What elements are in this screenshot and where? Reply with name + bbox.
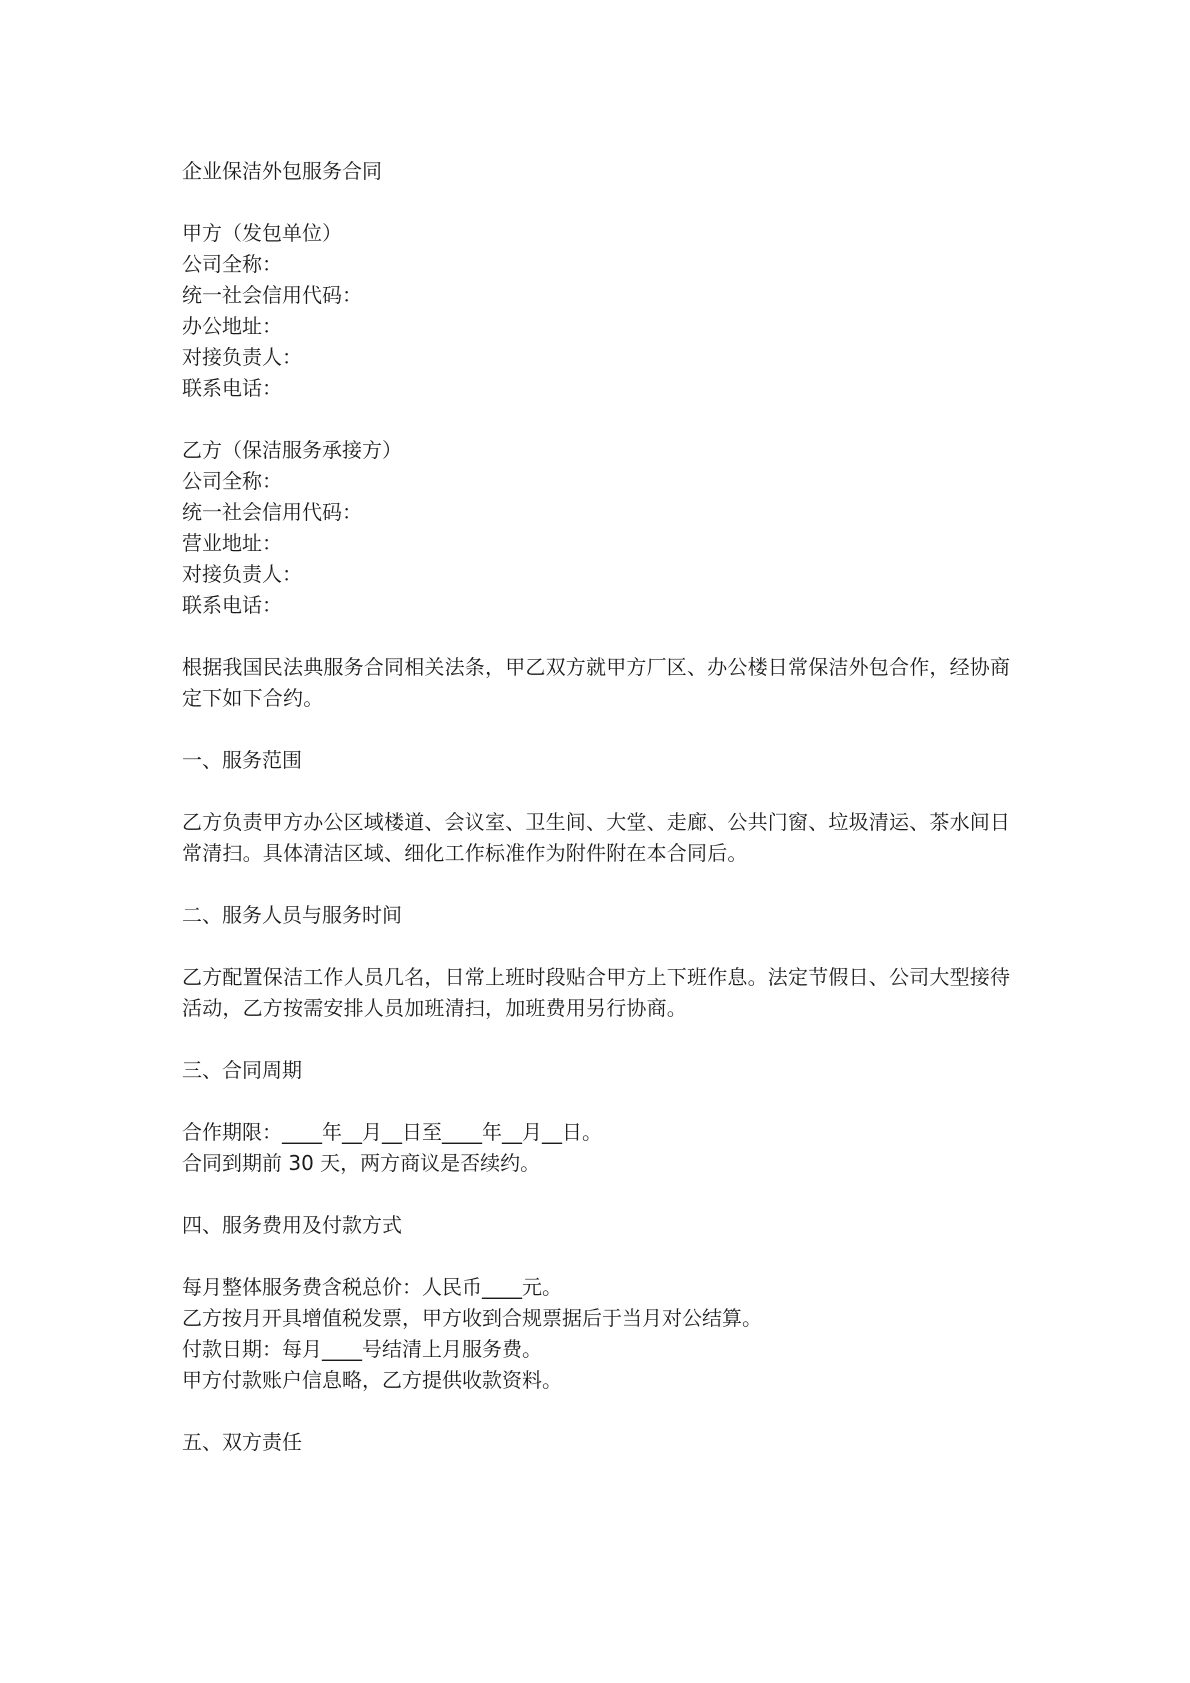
spacer [182,404,1022,435]
spacer [182,931,1022,962]
contract-document [182,156,1022,1458]
party-a-company-name: 公司全称： [182,252,282,276]
spacer [182,1179,1022,1210]
spacer [182,621,1022,652]
party-b-phone: 联系电话： [182,593,282,617]
document-title: 企业保洁外包服务合同 [182,159,382,183]
spacer [182,869,1022,900]
section-paragraph: 乙方负责甲方办公区域楼道、会议室、卫生间、大堂、走廊、公共门窗、垃圾清运、茶水间日常清扫。具体清洁区域、细化工作标准作为附件附在本合同后。 [182,810,1011,865]
section-paragraph: 乙方配置保洁工作人员几名，日常上班时段贴合甲方上下班作息。法定节假日、公司大型接待活动，乙方按需安排人员加班清扫，加班费用另行协商。 [182,965,1011,1020]
party-a-address: 办公地址： [182,314,282,338]
party-a-block [182,218,1022,404]
party-b-block [182,435,1022,621]
invoice-line: 乙方按月开具增值税发票，甲方收到合规票据后于当月对公结算。 [182,1306,762,1330]
party-a-heading: 甲方（发包单位） [182,221,342,245]
spacer [182,1396,1022,1427]
spacer [182,776,1022,807]
party-b-company-name: 公司全称： [182,469,282,493]
party-b-address: 营业地址： [182,531,282,555]
spacer [182,1086,1022,1117]
spacer [182,187,1022,218]
party-b-heading: 乙方（保洁服务承接方） [182,438,402,462]
payment-date-line: 付款日期：每月____号结清上月服务费。 [182,1337,542,1361]
party-b-contact: 对接负责人： [182,562,302,586]
renewal-line: 合同到期前 30 天，两方商议是否续约。 [182,1151,541,1175]
account-line: 甲方付款账户信息略，乙方提供收款资料。 [182,1368,562,1392]
section-heading: 五、双方责任 [182,1430,302,1454]
party-a-contact: 对接负责人： [182,345,302,369]
section-heading: 二、服务人员与服务时间 [182,903,402,927]
party-a-credit-code: 统一社会信用代码： [182,283,362,307]
spacer [182,1241,1022,1272]
spacer [182,714,1022,745]
fee-line: 每月整体服务费含税总价：人民币____元。 [182,1275,562,1299]
party-a-phone: 联系电话： [182,376,282,400]
party-b-credit-code: 统一社会信用代码： [182,500,362,524]
section-heading: 四、服务费用及付款方式 [182,1213,402,1237]
section-heading: 一、服务范围 [182,748,302,772]
section-heading: 三、合同周期 [182,1058,302,1082]
spacer [182,1024,1022,1055]
contract-term-line: 合作期限：____年__月__日至____年__月__日。 [182,1120,602,1144]
preamble-paragraph: 根据我国民法典服务合同相关法条，甲乙双方就甲方厂区、办公楼日常保洁外包合作，经协商定下如下合约。 [182,655,1011,710]
